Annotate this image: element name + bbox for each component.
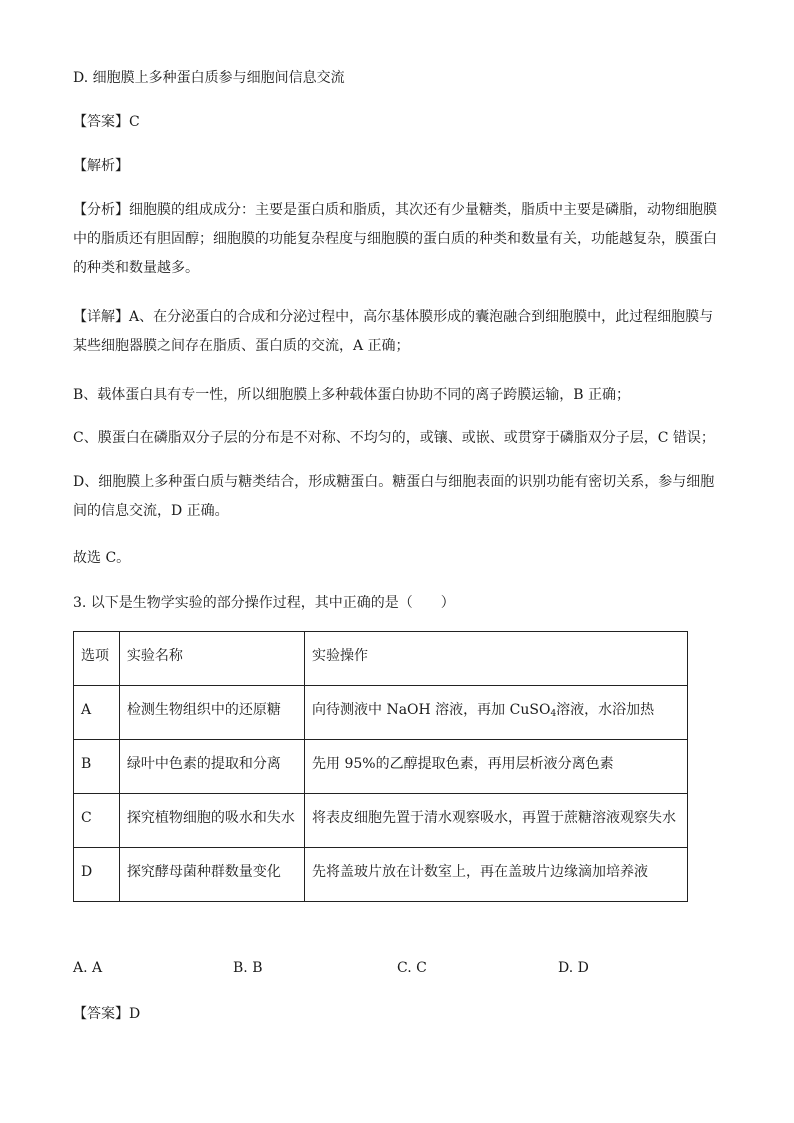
analysis-tag: 【分析】 bbox=[73, 202, 129, 218]
analysis-line-3: 的种类和数量越多。 bbox=[73, 260, 199, 276]
row-experiment-name: 探究酵母菌种群数量变化 bbox=[119, 848, 304, 902]
table-row bbox=[74, 794, 688, 848]
row-option: C bbox=[74, 794, 120, 848]
analysis-section bbox=[73, 196, 723, 283]
row-operation: 先将盖玻片放在计数室上，再在盖玻片边缘滴加培养液 bbox=[305, 848, 688, 902]
detail-b: B、载体蛋白具有专一性，所以细胞膜上多种载体蛋白协助不同的离子跨膜运输，B 正确； bbox=[73, 387, 631, 403]
analysis-line-2: 中的脂质还有胆固醇；细胞膜的功能复杂程度与细胞膜的蛋白质的种类和数量有关，功能越复杂，膜蛋白 bbox=[73, 231, 717, 247]
row-operation: 将表皮细胞先置于清水观察吸水，再置于蔗糖溶液观察失水 bbox=[305, 794, 688, 848]
option-d: D. D bbox=[558, 960, 589, 976]
answer-value: D bbox=[129, 1006, 141, 1022]
detail-a-line-2: 某些细胞器膜之间存在脂质、蛋白质的交流，A 正确； bbox=[73, 338, 410, 354]
row-experiment-name: 绿叶中色素的提取和分离 bbox=[119, 740, 304, 794]
subscript: 4 bbox=[550, 709, 557, 719]
row-experiment-name: 检测生物组织中的还原糖 bbox=[119, 686, 304, 740]
question-3-stem: 3. 以下是生物学实验的部分操作过程，其中正确的是（ ） bbox=[73, 595, 455, 611]
detail-d-line-1: D、细胞膜上多种蛋白质与糖类结合，形成糖蛋白。糖蛋白与细胞表面的识别功能有密切关系，参与细胞 bbox=[73, 474, 715, 490]
analysis-heading: 【解析】 bbox=[73, 158, 129, 174]
header-operation: 实验操作 bbox=[305, 632, 688, 686]
answer-1 bbox=[73, 112, 140, 132]
option-c: C. C bbox=[397, 960, 427, 976]
operation-text-tail: 溶液，水浴加热 bbox=[556, 702, 655, 718]
table-row bbox=[74, 740, 688, 794]
analysis-line-1: 细胞膜的组成成分：主要是蛋白质和脂质，其次还有少量糖类，脂质中主要是磷脂，动物细胞膜 bbox=[129, 202, 717, 218]
answer-tag: 【答案】 bbox=[73, 1006, 129, 1022]
answer-2 bbox=[73, 1004, 140, 1024]
table-row bbox=[74, 848, 688, 902]
conclusion: 故选 C。 bbox=[73, 550, 131, 566]
answer-options bbox=[73, 960, 713, 980]
row-operation: 先用 95%的乙醇提取色素，再用层析液分离色素 bbox=[305, 740, 688, 794]
detail-section-d bbox=[73, 468, 723, 526]
table-header-row bbox=[74, 632, 688, 686]
detail-tag: 【详解】 bbox=[73, 309, 129, 325]
option-a: A. A bbox=[73, 960, 103, 976]
row-experiment-name: 探究植物细胞的吸水和失水 bbox=[119, 794, 304, 848]
option-b: B. B bbox=[233, 960, 263, 976]
experiment-table bbox=[73, 631, 688, 902]
answer-value: C bbox=[129, 114, 140, 130]
row-option: D bbox=[74, 848, 120, 902]
detail-d-line-2: 间的信息交流，D 正确。 bbox=[73, 503, 229, 519]
detail-c: C、膜蛋白在磷脂双分子层的分布是不对称、不均匀的，或镶、或嵌、或贯穿于磷脂双分子层，C 错误； bbox=[73, 430, 715, 446]
detail-section-a bbox=[73, 303, 723, 361]
operation-text: 向待测液中 NaOH 溶液，再加 CuSO bbox=[312, 702, 551, 718]
header-option: 选项 bbox=[74, 632, 120, 686]
answer-tag: 【答案】 bbox=[73, 114, 129, 130]
row-option: B bbox=[74, 740, 120, 794]
row-operation bbox=[305, 686, 688, 740]
previous-option-d: D. 细胞膜上多种蛋白质参与细胞间信息交流 bbox=[73, 70, 345, 86]
header-experiment-name: 实验名称 bbox=[119, 632, 304, 686]
table-row bbox=[74, 686, 688, 740]
row-option: A bbox=[74, 686, 120, 740]
detail-a-line-1: A、在分泌蛋白的合成和分泌过程中，高尔基体膜形成的囊泡融合到细胞膜中，此过程细胞膜与 bbox=[129, 309, 714, 325]
